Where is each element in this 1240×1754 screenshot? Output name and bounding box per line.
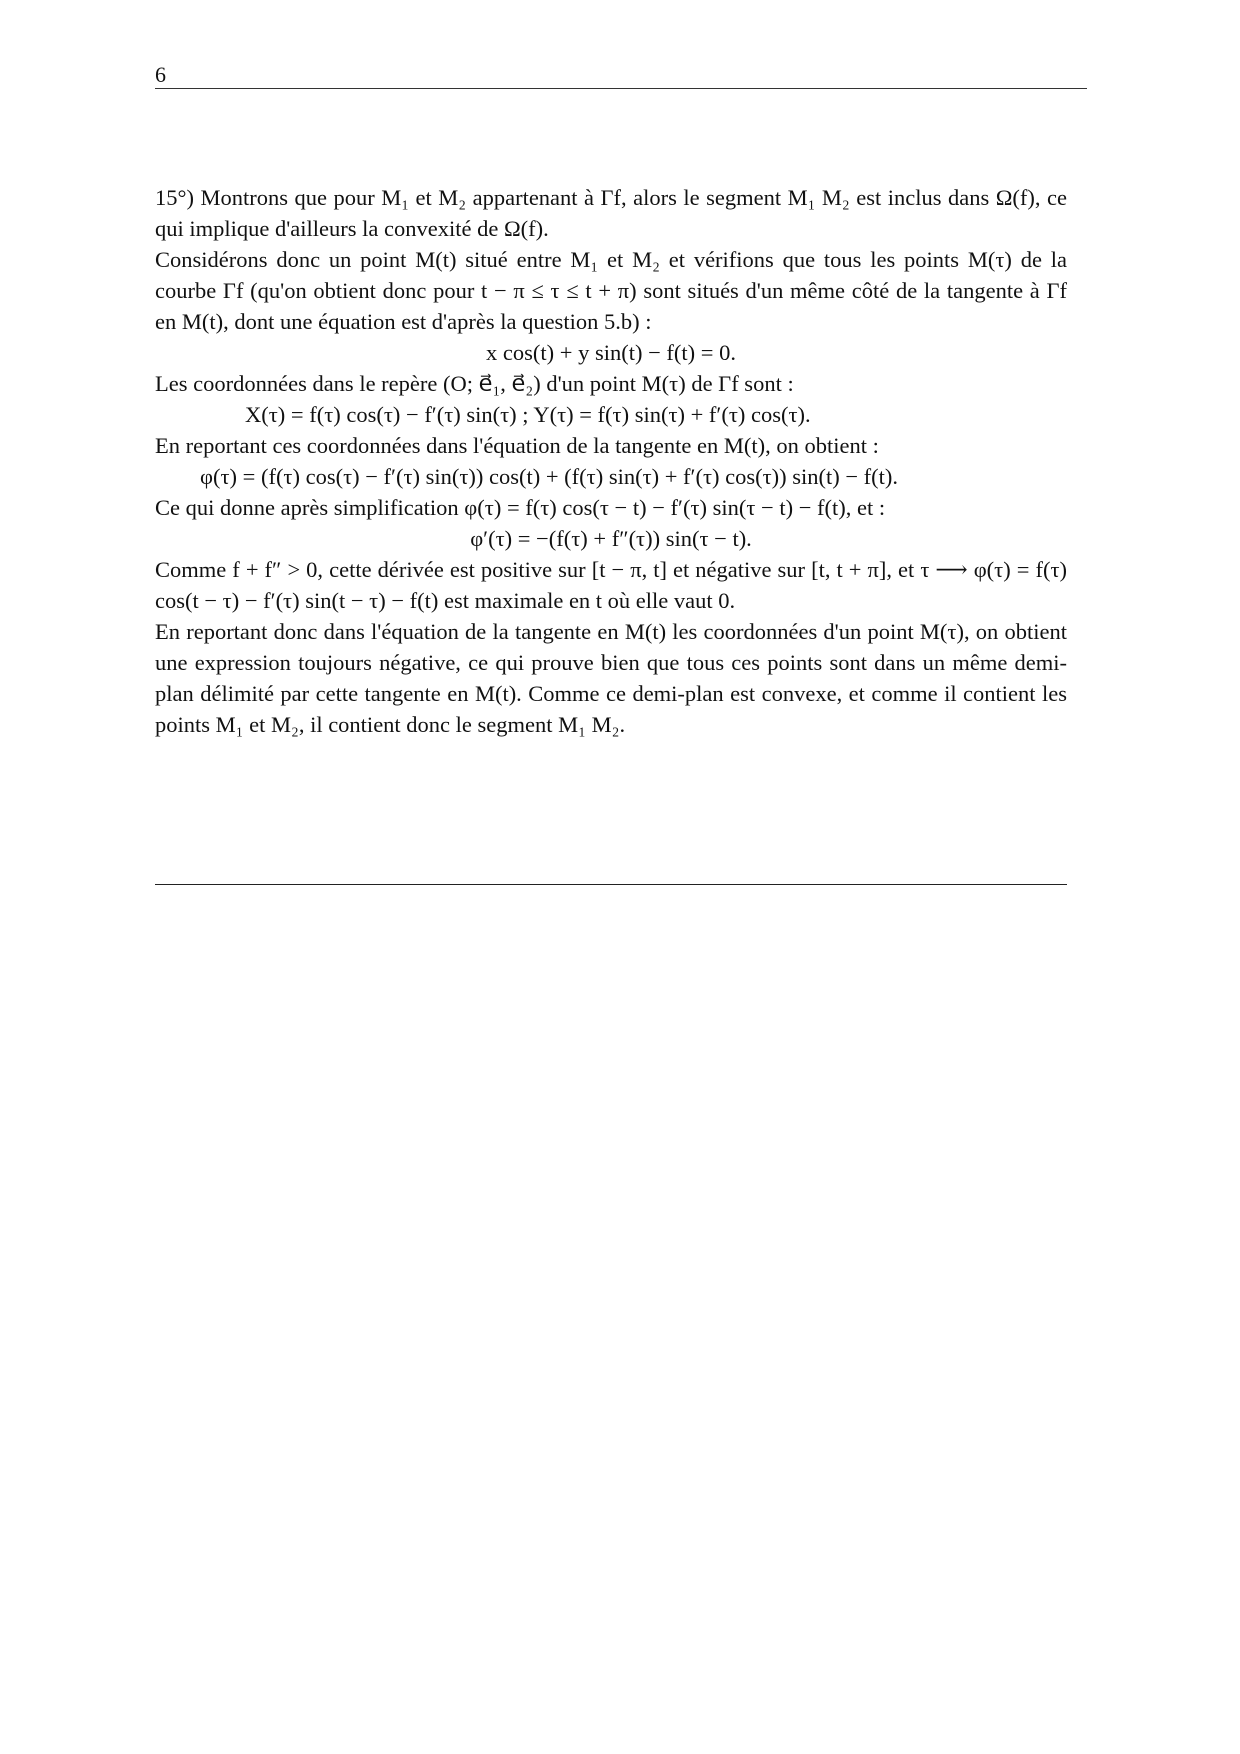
footer-rule	[155, 884, 1067, 885]
phi-equation: φ(τ) = (f(τ) cos(τ) − f′(τ) sin(τ)) cos(t) + (f(τ) sin(τ) + f′(τ) cos(τ)) sin(t) − f(t).	[200, 464, 899, 489]
tangent-equation: x cos(t) + y sin(t) − f(t) = 0.	[486, 340, 736, 365]
paragraph-conclusion: En reportant donc dans l'équation de la tangente en M(t) les coordonnées d'un point M(τ), on obtient une expression toujours négative, ce qui prouve bien que tous ces points sont dans un même demi-plan délimité par cette tangente en M(t). Comme ce demi-plan est convexe, et comme il contient les points M₁ et M₂, il contient donc le segment M₁ M₂.	[155, 619, 1067, 737]
paragraph-coordinates: Les coordonnées dans le repère (O; e⃗₁, e⃗₂) d'un point M(τ) de Γf sont :	[155, 371, 794, 396]
coordinates-equation: X(τ) = f(τ) cos(τ) − f′(τ) sin(τ) ; Y(τ) = f(τ) sin(τ) + f′(τ) cos(τ).	[245, 402, 811, 427]
paragraph-substitution: En reportant ces coordonnées dans l'équation de la tangente en M(t), on obtient :	[155, 433, 879, 458]
page-number: 6	[155, 62, 166, 87]
paragraph-sign-study: Comme f + f″ > 0, cette dérivée est positive sur [t − π, t] et négative sur [t, t + π], et τ ⟶ φ(τ) = f(τ) cos(t − τ) − f′(τ) sin(t − τ) − f(t) est maximale en t où elle vaut 0.	[155, 557, 1067, 613]
paragraph-question-15: 15°) Montrons que pour M₁ et M₂ appartenant à Γf, alors le segment M₁ M₂ est inclus dans Ω(f), ce qui implique d'ailleurs la convexité de Ω(f).	[155, 185, 1067, 241]
header-rule	[155, 88, 1087, 89]
paragraph-simplification: Ce qui donne après simplification φ(τ) = f(τ) cos(τ − t) − f′(τ) sin(τ − t) − f(t), et :	[155, 495, 886, 520]
paragraph-point-between: Considérons donc un point M(t) situé entre M₁ et M₂ et vérifions que tous les points M(τ) de la courbe Γf (qu'on obtient donc pour t − π ≤ τ ≤ t + π) sont situés d'un même côté de la tangente à Γf en M(t), dont une équation est d'après la question 5.b) :	[155, 247, 1067, 334]
page-body	[155, 182, 1067, 740]
phi-derivative-equation: φ′(τ) = −(f(τ) + f″(τ)) sin(τ − t).	[470, 526, 752, 551]
